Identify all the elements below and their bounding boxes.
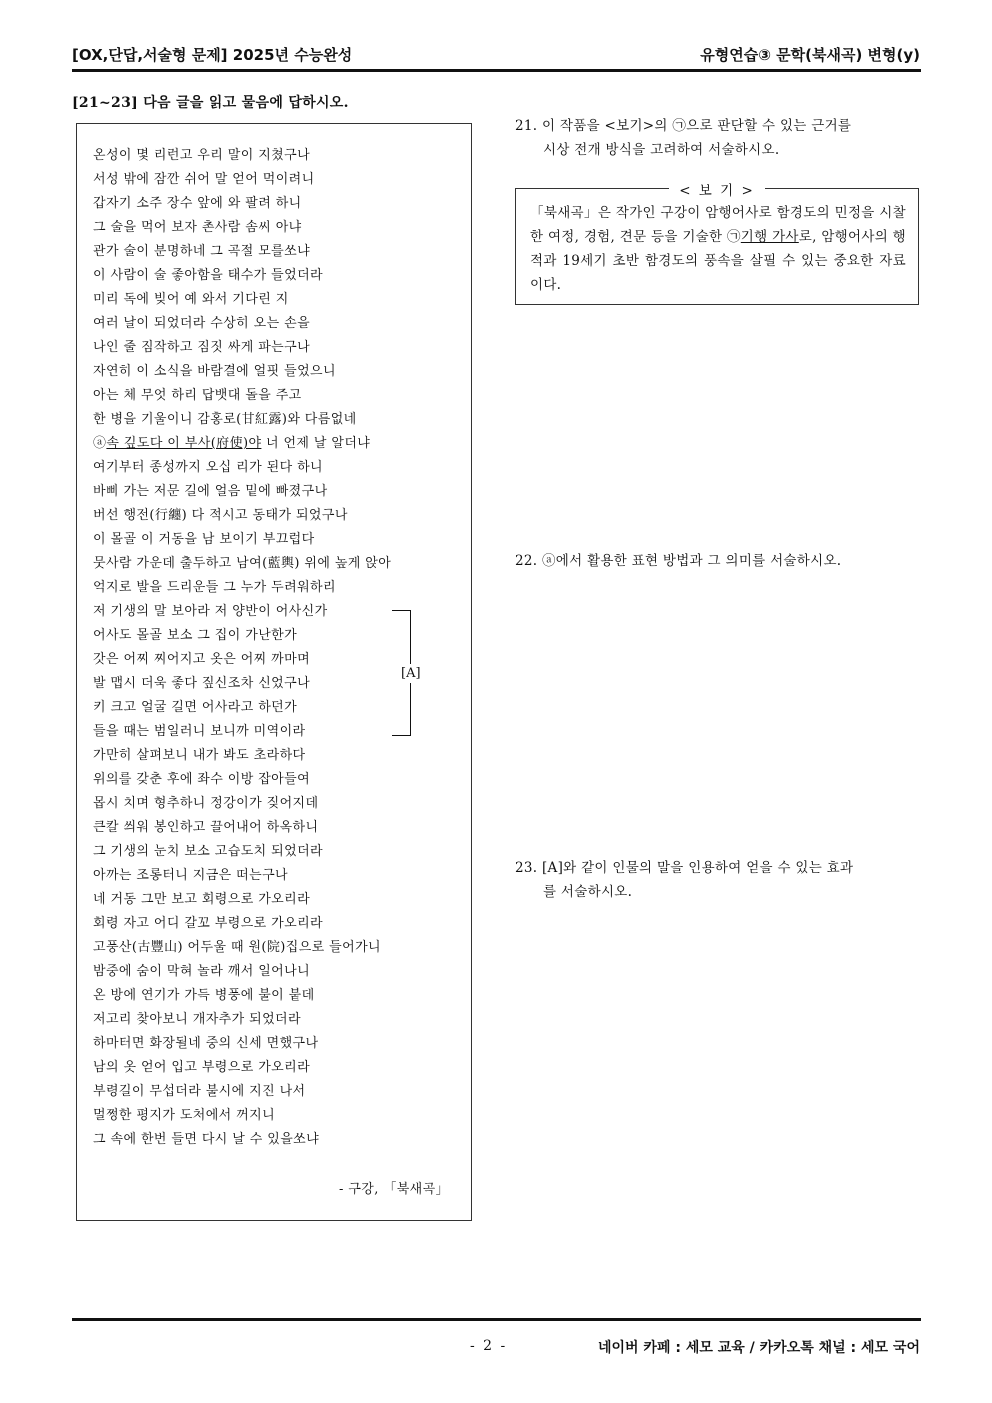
question-21 bbox=[515, 114, 920, 162]
question-22 bbox=[515, 549, 920, 573]
page-number: - 2 - bbox=[470, 1338, 508, 1354]
poem-line: 관가 술이 분명하네 그 곡절 모를쏘냐 bbox=[93, 244, 311, 259]
poem-line: 몹시 치며 형추하니 정강이가 짖어지데 bbox=[93, 796, 319, 811]
poem-line: 큰칼 씌워 봉인하고 끌어내어 하옥하니 bbox=[93, 820, 319, 835]
poem-line: 그 기생의 눈치 보소 고습도치 되었더라 bbox=[93, 844, 323, 859]
header-title-right: 유형연습③ 문학(북새곡) 변형(y) bbox=[700, 46, 920, 64]
poem-line: 아까는 조롱터니 지금은 떠는구나 bbox=[93, 868, 289, 883]
bogi-title: < 보 기 > bbox=[669, 183, 765, 199]
poem-line: 여러 날이 되었더라 수상히 오는 손을 bbox=[93, 316, 311, 331]
question-22-text: ⓐ에서 활용한 표현 방법과 그 의미를 서술하시오. bbox=[537, 553, 842, 569]
bogi-text-after: 로, 암행어사의 행적과 19세기 초반 함경도의 풍속을 살필 수 있는 중요한 자료이다. bbox=[530, 229, 906, 293]
poem-source: - 구강, 「북새곡」 bbox=[339, 1182, 449, 1197]
marked-phrase: 속 깊도다 이 부사(府使)야 bbox=[106, 436, 262, 451]
bracket-a-label: [A] bbox=[401, 666, 421, 681]
question-21-text-cont: 시상 전개 방식을 고려하여 서술하시오. bbox=[543, 142, 780, 158]
poem-line: 갓은 어찌 찌어지고 옷은 어찌 까마며 bbox=[93, 652, 311, 667]
poem-line: 멀쩡한 평지가 도처에서 꺼지니 bbox=[93, 1108, 276, 1123]
bogi-box bbox=[515, 183, 919, 305]
poem-line: 여기부터 종성까지 오십 리가 된다 하니 bbox=[93, 460, 323, 475]
poem-line: 아는 체 무엇 하리 답뱃대 돌을 주고 bbox=[93, 388, 302, 403]
question-23-text-cont: 를 서술하시오. bbox=[543, 884, 633, 900]
bogi-text bbox=[530, 201, 906, 297]
poem-line: 온성이 몇 리런고 우리 말이 지쳤구나 bbox=[93, 148, 311, 163]
poem-lines bbox=[93, 144, 391, 1152]
poem-line: 회령 자고 어디 갈꼬 부령으로 가오리라 bbox=[93, 916, 323, 931]
question-23-number: 23. bbox=[515, 860, 538, 876]
question-21-text: 이 작품을 <보기>의 ㉠으로 판단할 수 있는 근거를 bbox=[537, 118, 852, 134]
poem-line: 키 크고 얼굴 길면 어사라고 하던가 bbox=[93, 700, 298, 715]
poem-line: 발 맵시 더욱 좋다 짚신조차 신었구나 bbox=[93, 676, 311, 691]
poem-line: 남의 옷 얻어 입고 부령으로 가오리라 bbox=[93, 1060, 311, 1075]
poem-line: 그 속에 한번 들면 다시 날 수 있을쏘냐 bbox=[93, 1132, 320, 1147]
poem-line: 나인 줄 짐작하고 짐짓 싸게 파는구나 bbox=[93, 340, 311, 355]
bogi-text-underlined: 기행 가사 bbox=[740, 229, 799, 245]
poem-line: 부령길이 무섭더라 불시에 지진 나서 bbox=[93, 1084, 306, 1099]
poem-line: 온 방에 연기가 가득 병풍에 불이 붙데 bbox=[93, 988, 315, 1003]
footer-divider bbox=[72, 1318, 921, 1321]
poem-line: 이 사람이 술 좋아함을 태수가 들었더라 bbox=[93, 268, 323, 283]
poem-line: 저고리 찾아보니 개자추가 되었더라 bbox=[93, 1012, 301, 1027]
poem-line: 가만히 살펴보니 내가 봐도 초라하다 bbox=[93, 748, 306, 763]
poem-line: 서성 밖에 잠깐 쉬어 말 얻어 먹이려니 bbox=[93, 172, 315, 187]
poem-line: 하마터면 화장될네 중의 신세 면했구나 bbox=[93, 1036, 319, 1051]
header-title-left: [OX,단답,서술형 문제] 2025년 수능완성 bbox=[72, 46, 353, 64]
question-23-text: [A]와 같이 인물의 말을 인용하여 얻을 수 있는 효과 bbox=[537, 860, 854, 876]
poem-line: 갑자기 소주 장수 앞에 와 팔려 하니 bbox=[93, 196, 302, 211]
bogi-text-before: 「북새곡」은 작가인 구강이 암행어사로 함경도의 민정을 시찰한 여정, 경험, 견문 등을 기술한 ㉠ bbox=[530, 205, 906, 245]
poem-line: 억지로 발을 드리운들 그 누가 두려워하리 bbox=[93, 580, 336, 595]
poem-box bbox=[76, 123, 472, 1221]
poem-line: 들을 때는 범일러니 보니까 미역이라 bbox=[93, 724, 306, 739]
poem-line: 이 몰골 이 거동을 남 보이기 부끄럽다 bbox=[93, 532, 315, 547]
marked-line-rest: 너 언제 날 알더냐 bbox=[261, 436, 371, 451]
poem-line: 고풍산(古豐山) 어두울 때 원(院)집으로 들어가니 bbox=[93, 940, 381, 955]
footer-info: 네이버 카페 : 세모 교육 / 카카오톡 채널 : 세모 국어 bbox=[597, 1340, 920, 1356]
poem-line: 그 술을 먹어 보자 촌사람 솜씨 아냐 bbox=[93, 220, 302, 235]
poem-line: 어사도 몰골 보소 그 집이 가난한가 bbox=[93, 628, 298, 643]
question-23 bbox=[515, 856, 920, 904]
poem-line: 저 기생의 말 보아라 저 양반이 어사신가 bbox=[93, 604, 328, 619]
poem-line: 뭇사람 가운데 출두하고 남여(藍輿) 위에 높게 앉아 bbox=[93, 556, 392, 571]
header-divider bbox=[72, 69, 921, 72]
poem-line: 위의를 갖춘 후에 좌수 이방 잡아들여 bbox=[93, 772, 311, 787]
poem-line: 한 병을 기울이니 감홍로(甘紅露)와 다름없네 bbox=[93, 412, 357, 427]
poem-line: 네 거동 그만 보고 회령으로 가오리라 bbox=[93, 892, 311, 907]
question-22-number: 22. bbox=[515, 553, 538, 569]
poem-line: 밤중에 숨이 막혀 놀라 깨서 일어나니 bbox=[93, 964, 311, 979]
poem-line: 자연히 이 소식을 바람결에 얼핏 들었으니 bbox=[93, 364, 336, 379]
poem-line: 바삐 가는 저문 길에 얼음 밑에 빠졌구나 bbox=[93, 484, 328, 499]
question-instruction: [21~23] 다음 글을 읽고 물음에 답하시오. bbox=[72, 95, 349, 111]
mark-a: ⓐ bbox=[93, 436, 107, 451]
question-21-number: 21. bbox=[515, 118, 538, 134]
poem-line: 버선 행전(行纏) 다 적시고 동태가 되었구나 bbox=[93, 508, 348, 523]
poem-line bbox=[93, 432, 391, 456]
poem-line: 미리 독에 빚어 예 와서 기다린 지 bbox=[93, 292, 289, 307]
